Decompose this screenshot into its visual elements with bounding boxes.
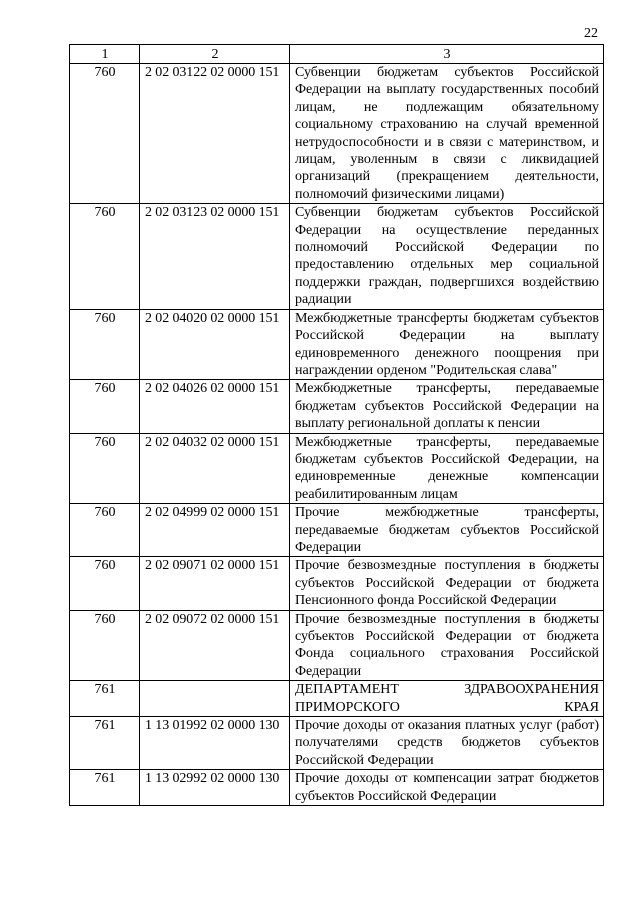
budget-code-cell: 2 02 04032 02 0000 151: [140, 433, 290, 504]
revenue-name-cell: Межбюджетные трансферты, передаваемые бюджетам субъектов Российской Федерации на выплату региональной доплаты к пенсии: [290, 380, 604, 433]
budget-code-cell: 2 02 03122 02 0000 151: [140, 64, 290, 204]
column-header-2: 2: [140, 45, 290, 64]
table-row: [70, 557, 604, 610]
revenue-name-cell: Прочие межбюджетные трансферты, передаваемые бюджетам субъектов Российской Федерации: [290, 504, 604, 557]
table-row: [70, 204, 604, 309]
column-header-3: 3: [290, 45, 604, 64]
table-row: [70, 770, 604, 806]
department-name-cell: ДЕПАРТАМЕНТ ЗДРАВООХРАНЕНИЯ ПРИМОРСКОГО КРАЯ: [290, 681, 604, 717]
admin-code-cell: 760: [70, 309, 140, 380]
budget-code-cell: 2 02 03123 02 0000 151: [140, 204, 290, 309]
budget-code-cell: 2 02 04999 02 0000 151: [140, 504, 290, 557]
revenue-name-cell: Субвенции бюджетам субъектов Российской Федерации на выплату государственных пособий лицам, не подлежащим обязательному социальному страхованию на случай временной нетрудоспособности и в связи с материнством, и лицам, уволенным в связи с ликвидацией организаций (прекращением деятельности, полномочий физическими лицами): [290, 64, 604, 204]
table-row: [70, 309, 604, 380]
admin-code-cell: 760: [70, 204, 140, 309]
table-row: [70, 64, 604, 204]
revenue-name-cell: Прочие доходы от оказания платных услуг (работ) получателями средств бюджетов субъектов Российской Федерации: [290, 717, 604, 770]
admin-code-cell: 761: [70, 717, 140, 770]
admin-code-cell: 760: [70, 557, 140, 610]
revenue-name-cell: Прочие безвозмездные поступления в бюджеты субъектов Российской Федерации от бюджета Фонда социального страхования Российской Федерации: [290, 610, 604, 681]
budget-code-cell: 2 02 04026 02 0000 151: [140, 380, 290, 433]
admin-code-cell: 760: [70, 380, 140, 433]
column-header-1: 1: [70, 45, 140, 64]
department-heading-row: [70, 681, 604, 717]
budget-code-cell: 2 02 09071 02 0000 151: [140, 557, 290, 610]
table-row: [70, 717, 604, 770]
admin-code-cell: 761: [70, 770, 140, 806]
page-number: 22: [584, 26, 598, 41]
revenue-name-cell: Межбюджетные трансферты, передаваемые бюджетам субъектов Российской Федерации, на единовременные денежные компенсации реабилитированным лицам: [290, 433, 604, 504]
revenue-codes-table: [69, 44, 604, 806]
revenue-name-cell: Субвенции бюджетам субъектов Российской Федерации на осуществление переданных полномочий Российской Федерации по предоставлению отдельных мер социальной поддержки граждан, подвергшихся воздействию радиации: [290, 204, 604, 309]
table-header-row: [70, 45, 604, 64]
table-row: [70, 504, 604, 557]
table-row: [70, 433, 604, 504]
budget-code-cell: 2 02 09072 02 0000 151: [140, 610, 290, 681]
admin-code-cell: 760: [70, 64, 140, 204]
table-row: [70, 380, 604, 433]
budget-code-cell: 2 02 04020 02 0000 151: [140, 309, 290, 380]
revenue-name-cell: Межбюджетные трансферты бюджетам субъектов Российской Федерации на выплату единовременного денежного поощрения при награждении орденом "Родительская слава": [290, 309, 604, 380]
table-row: [70, 610, 604, 681]
revenue-name-cell: Прочие безвозмездные поступления в бюджеты субъектов Российской Федерации от бюджета Пенсионного фонда Российской Федерации: [290, 557, 604, 610]
budget-code-cell: 1 13 02992 02 0000 130: [140, 770, 290, 806]
revenue-name-cell: Прочие доходы от компенсации затрат бюджетов субъектов Российской Федерации: [290, 770, 604, 806]
admin-code-cell: 760: [70, 433, 140, 504]
budget-code-cell: 1 13 01992 02 0000 130: [140, 717, 290, 770]
admin-code-cell: 761: [70, 681, 140, 717]
budget-code-cell: [140, 681, 290, 717]
admin-code-cell: 760: [70, 504, 140, 557]
admin-code-cell: 760: [70, 610, 140, 681]
